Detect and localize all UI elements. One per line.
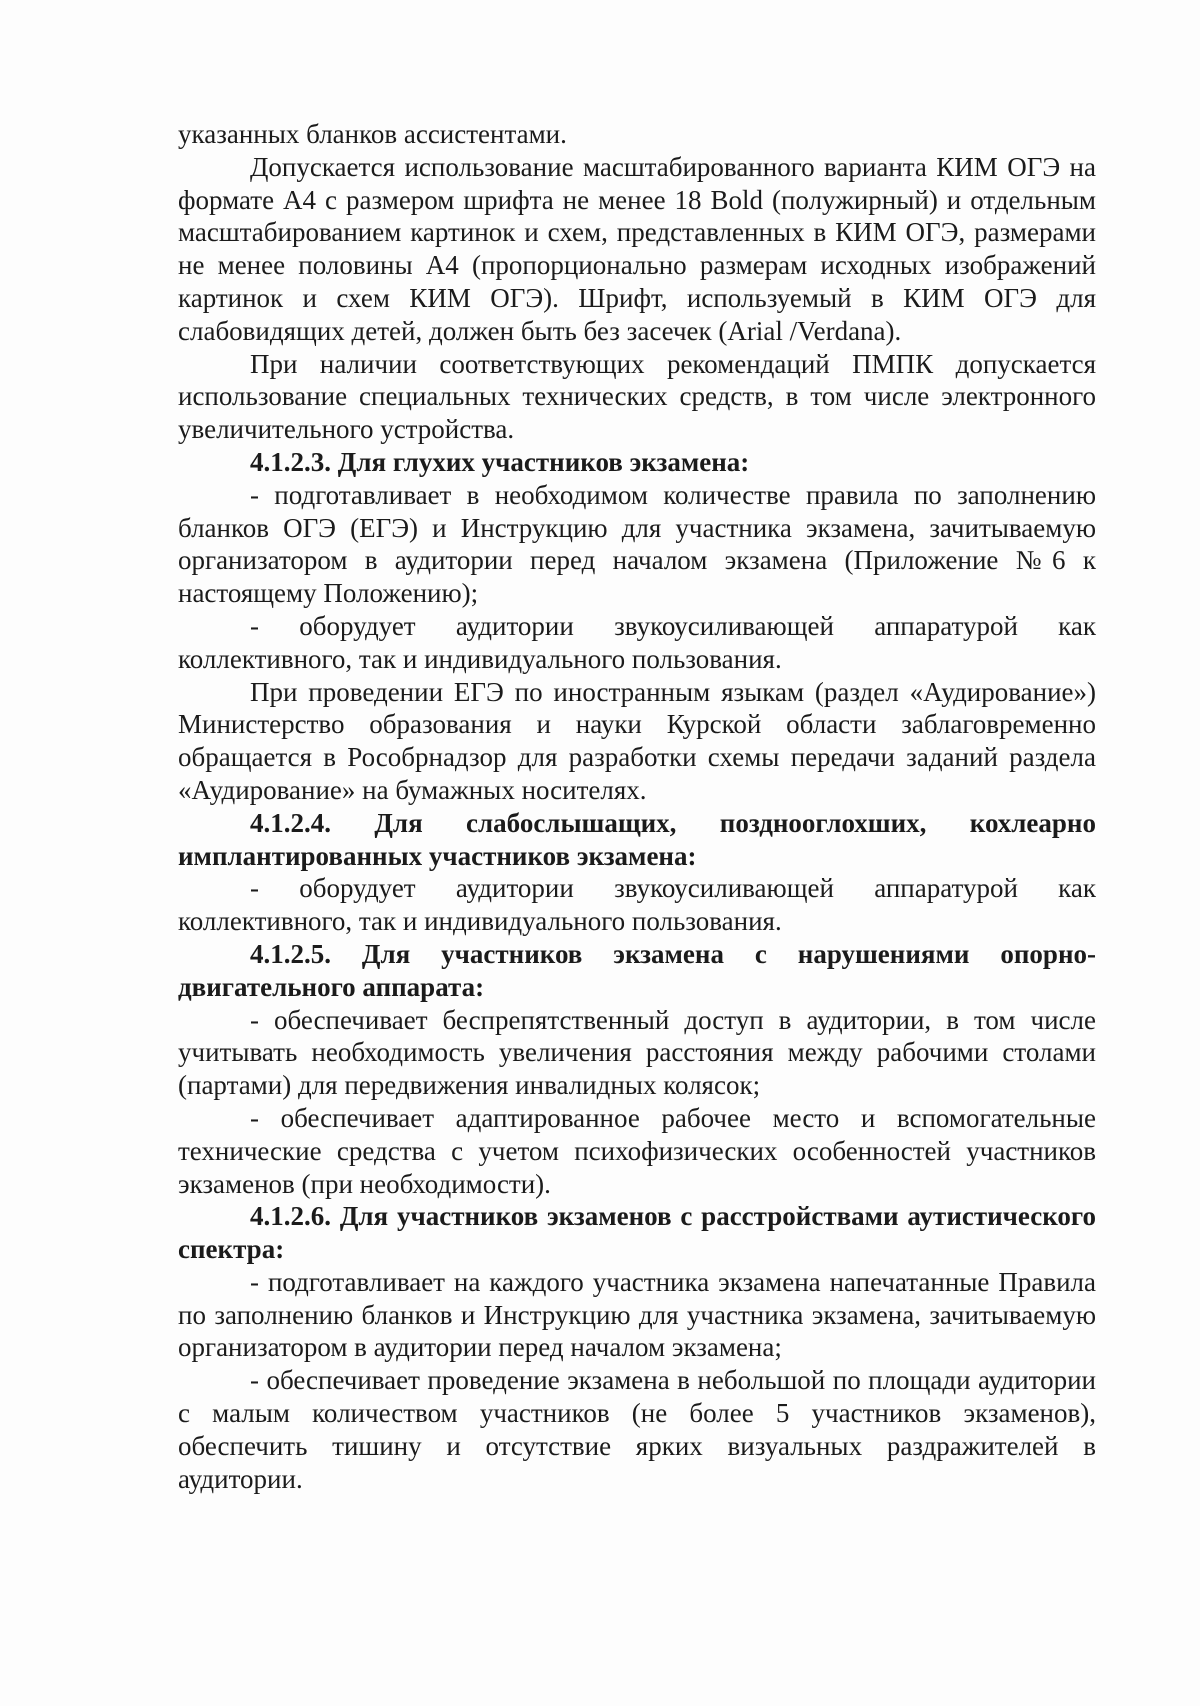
document-body xyxy=(178,118,1096,1495)
list-item-sound-equipment: - оборудует аудитории звукоусиливающей аппаратурой как коллективного, так и индивидуального пользования. xyxy=(178,610,1096,674)
paragraph-pmpk-devices: При наличии соответствующих рекомендаций ПМПК допускается использование специальных технических средств, в том числе электронного увеличительного устройства. xyxy=(178,348,1096,445)
list-item-rules-preparation: - подготавливает в необходимом количестве правила по заполнению бланков ОГЭ (ЕГЭ) и Инструкцию для участника экзамена, зачитываемую организатором в аудитории перед началом экзамена (Приложение №6 к настоящему Положению); xyxy=(178,479,1096,609)
list-item-barrier-free-access: - обеспечивает беспрепятственный доступ в аудитории, в том числе учитывать необходимость увеличения расстояния между рабочими столами (партами) для передвижения инвалидных колясок; xyxy=(178,1004,1096,1101)
list-item-adapted-workplace: - обеспечивает адаптированное рабочее место и вспомогательные технические средства с учетом психофизических особенностей участников экзаменов (при необходимости). xyxy=(178,1102,1096,1199)
list-item-printed-rules: - подготавливает на каждого участника экзамена напечатанные Правила по заполнению бланков и Инструкцию для участника экзамена, зачитываемую организатором в аудитории перед началом экзамена; xyxy=(178,1266,1096,1363)
list-item-small-room: - обеспечивает проведение экзамена в небольшой по площади аудитории с малым количеством участников (не более 5 участников экзаменов), обеспечить тишину и отсутствие ярких визуальных раздражителей в аудитории. xyxy=(178,1365,1096,1494)
list-item-sound-equipment-2: - оборудует аудитории звукоусиливающей аппаратурой как коллективного, так и индивидуального пользования. xyxy=(178,873,1096,937)
paragraph-listening-section: При проведении ЕГЭ по иностранным языкам (раздел «Аудирование») Министерство образования и науки Курской области заблаговременно обращается в Рособрнадзор для разработки схемы передачи заданий раздела «Аудирование» на бумажных носителях. xyxy=(178,676,1096,805)
section-heading-4-1-2-5: 4.1.2.5. Для участников экзамена с нарушениями опорно-двигательного аппарата: xyxy=(178,938,1096,1002)
section-heading-4-1-2-3: 4.1.2.3. Для глухих участников экзамена: xyxy=(250,446,750,477)
section-heading-4-1-2-4: 4.1.2.4. Для слабослышащих, позднооглохших, кохлеарно имплантированных участников экзамена: xyxy=(178,807,1096,871)
paragraph-scaled-kim: Допускается использование масштабированного варианта КИМ ОГЭ на формате А4 с размером шрифта не менее 18 Bold (полужирный) и отдельным масштабированием картинок и схем, представленных в КИМ ОГЭ, размерами не менее половины А4 (пропорционально размерам исходных изображений картинок и схем КИМ ОГЭ). Шрифт, используемый в КИМ ОГЭ для слабовидящих детей, должен быть без засечек (Arial /Verdana). xyxy=(178,151,1096,346)
paragraph-continuation: указанных бланков ассистентами. xyxy=(178,119,567,149)
section-heading-4-1-2-6: 4.1.2.6. Для участников экзаменов с расстройствами аутистического спектра: xyxy=(178,1201,1096,1265)
